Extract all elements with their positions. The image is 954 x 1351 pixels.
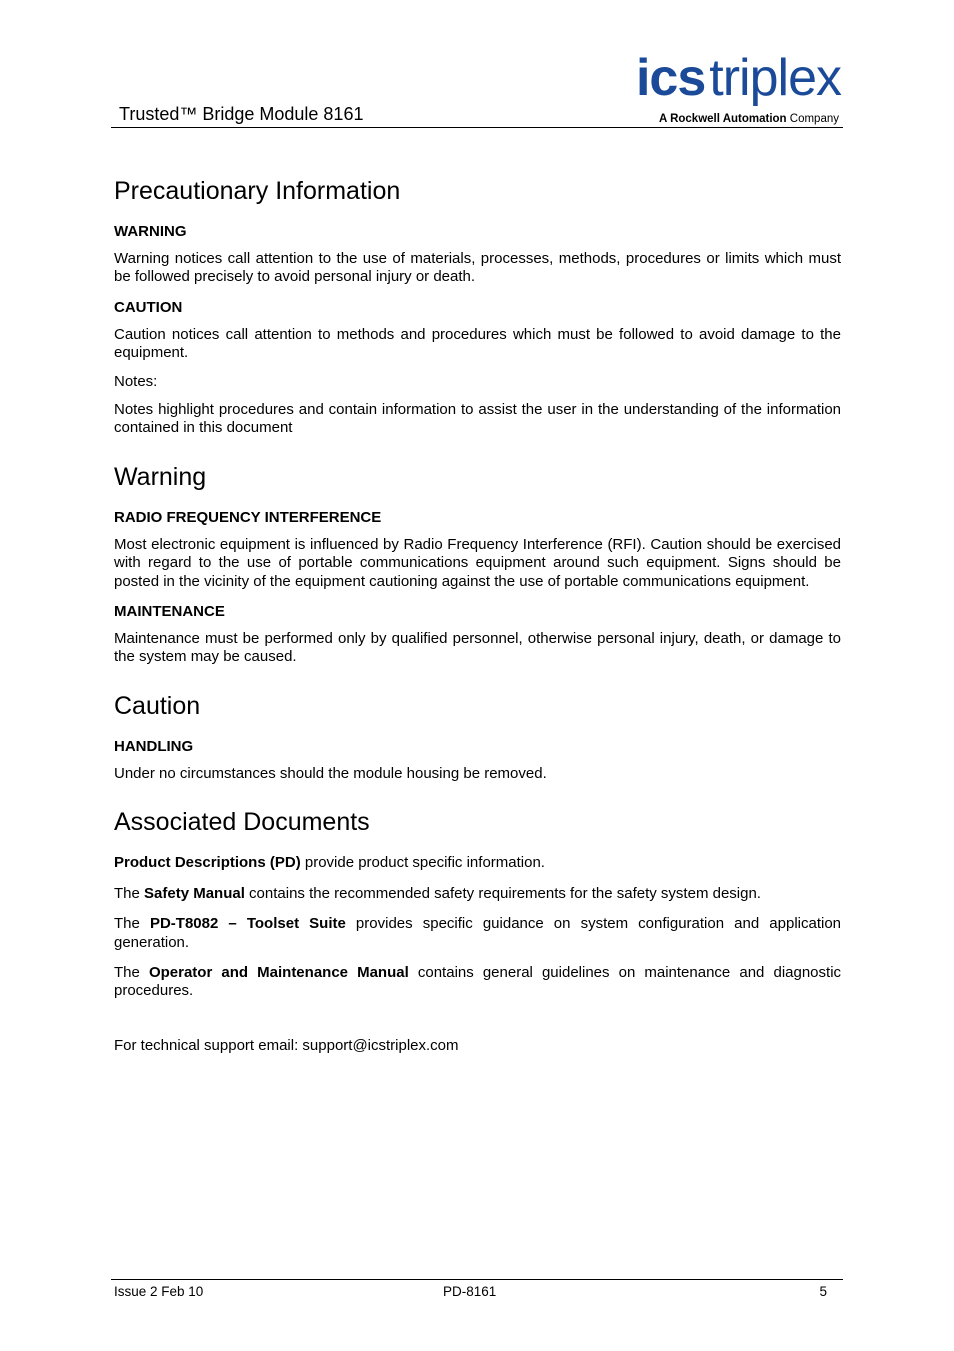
assoc-para-operator — [114, 964, 841, 1001]
maintenance-heading: MAINTENANCE — [114, 603, 225, 621]
footer-issue: Issue 2 Feb 10 — [114, 1284, 204, 1299]
assoc-operator-pre: The — [114, 963, 149, 981]
assoc-para-pd — [114, 854, 841, 872]
notes-label: Notes: — [114, 372, 158, 390]
caution-text: Caution notices call attention to methods and procedures which must be followed to avoid damage to the equipment. — [114, 325, 841, 362]
warning-text: Warning notices call attention to the use of materials, processes, methods, procedures or limits which must be followed precisely to avoid personal injury or death. — [114, 250, 841, 286]
footer-doc-id: PD-8161 — [443, 1284, 497, 1299]
warning-heading: WARNING — [114, 223, 187, 240]
assoc-operator-bold: Operator and Maintenance Manual — [148, 963, 409, 981]
caution-heading: CAUTION — [114, 298, 183, 316]
section-warning — [114, 462, 841, 667]
assoc-toolset-rest: provides specific guidance on system configuration and application generation. — [114, 915, 842, 951]
logo-ics: ics — [635, 49, 706, 107]
page-content — [114, 176, 841, 1065]
assoc-para-toolset — [114, 915, 841, 952]
assoc-toolset-bold: PD-T8082 – Toolset Suite — [149, 915, 346, 933]
notes-text: Notes highlight procedures and contain information to assist the user in the understanding of the information contained in this document — [114, 401, 841, 437]
logo-wordmark — [636, 48, 841, 108]
assoc-toolset-pre: The — [114, 915, 150, 933]
section-title-precautionary: Precautionary Information — [114, 177, 401, 205]
page-footer — [111, 1279, 843, 1299]
logo-tagline — [659, 113, 839, 125]
assoc-para-safety — [114, 885, 841, 903]
logo-triplex: triplex — [709, 49, 841, 107]
assoc-safety-rest: contains the recommended safety requirements for the safety system design. — [244, 884, 761, 902]
logo-tag-a: A — [659, 113, 671, 125]
maintenance-text: Maintenance must be performed only by qualified personnel, otherwise personal injury, death, or damage to the system may be caused. — [114, 630, 841, 666]
assoc-operator-rest: contains general guidelines on maintenance and diagnostic procedures. — [114, 963, 842, 1000]
section-associated-documents — [114, 807, 841, 1055]
page-header — [111, 48, 843, 128]
assoc-safety-bold: Safety Manual — [144, 884, 245, 902]
logo-tag-brand: Rockwell Automation — [670, 113, 787, 125]
section-title-warning: Warning — [114, 462, 207, 491]
section-title-caution: Caution — [114, 691, 201, 720]
handling-heading: HANDLING — [114, 737, 194, 755]
footer-page-number: 5 — [819, 1284, 827, 1299]
assoc-pd-bold: Product Descriptions (PD) — [114, 854, 301, 872]
rfi-text: Most electronic equipment is influenced by Radio Frequency Interference (RFI). Caution should be exercised with regard to the use of portable communications equipment around such equipment. Signs should be posted in the vicinity of the equipment cautioning against the use of portable communications equipment. — [114, 535, 841, 590]
assoc-pd-rest: provide product specific information. — [300, 854, 545, 872]
logo-tag-company: Company — [786, 113, 839, 125]
support-email-line: For technical support email: support@icstriplex.com — [114, 1036, 459, 1054]
handling-text: Under no circumstances should the module housing be removed. — [114, 764, 547, 782]
document-title: Trusted™ Bridge Module 8161 — [119, 104, 364, 124]
section-title-associated: Associated Documents — [114, 808, 370, 837]
rfi-heading: RADIO FREQUENCY INTERFERENCE — [114, 508, 382, 526]
section-precautionary — [114, 176, 841, 438]
section-caution — [114, 691, 841, 783]
ics-triplex-logo — [609, 48, 841, 126]
assoc-safety-pre: The — [114, 884, 145, 902]
